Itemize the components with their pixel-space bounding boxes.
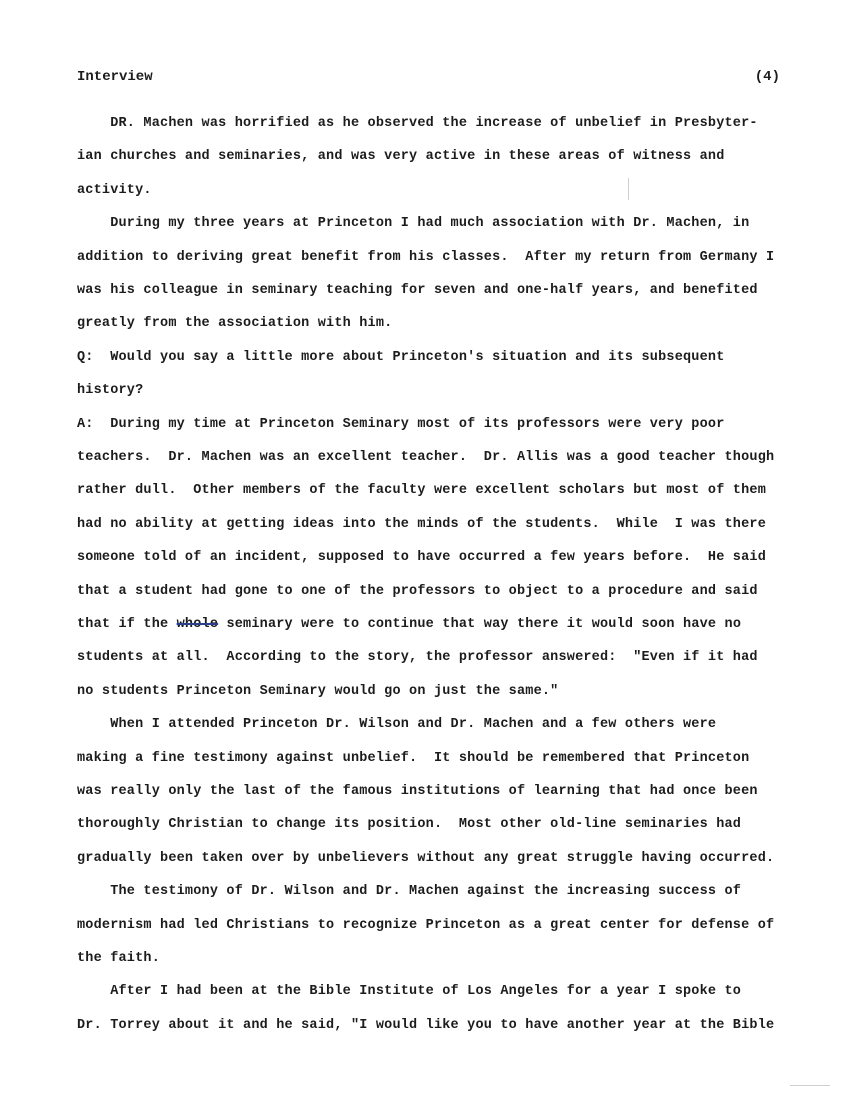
text-line <box>77 717 716 733</box>
page-header <box>77 69 780 89</box>
text-line <box>77 550 766 566</box>
text-segment: thoroughly Christian to change its position. Most other old-line seminaries had <box>77 817 742 833</box>
text-line <box>77 617 741 633</box>
text-line <box>77 316 392 332</box>
text-segment: After I had been at the Bible Institute of Los Angeles for a year I spoke to <box>77 984 742 1000</box>
text-segment: was his colleague in seminary teaching for seven and one-half years, and benefited <box>77 283 758 298</box>
text-line <box>77 684 558 700</box>
text-line <box>77 183 152 199</box>
text-segment: seminary were to continue that way there it would soon have no <box>218 617 742 632</box>
header-title: Interview <box>77 69 153 85</box>
text-segment: someone told of an incident, supposed to have occurred a few years before. He said <box>77 550 767 566</box>
text-line <box>77 149 725 165</box>
scan-artifact <box>628 178 629 200</box>
text-line <box>77 250 774 266</box>
scan-artifact <box>790 1085 830 1086</box>
text-line <box>77 650 758 666</box>
text-line <box>77 984 741 1000</box>
text-line <box>77 851 774 867</box>
text-line <box>77 884 741 900</box>
text-segment: greatly from the association with him. <box>77 316 393 332</box>
text-line <box>77 951 160 967</box>
text-segment: When I attended Princeton Dr. Wilson and Dr. Machen and a few others were <box>77 717 717 733</box>
text-segment: During my three years at Princeton I had much association with Dr. Machen, in <box>77 216 750 232</box>
text-segment: teachers. Dr. Machen was an excellent teacher. Dr. Allis was a good teacher though <box>77 450 775 465</box>
text-segment: DR. Machen was horrified as he observed the increase of unbelief in Presbyter- <box>77 116 758 131</box>
text-line <box>77 417 725 433</box>
text-segment: Dr. Torrey about it and he said, "I would like you to have another year at the Bible <box>77 1017 775 1033</box>
text-segment: making a fine testimony against unbelief. It should be remembered that Princeton <box>77 750 750 766</box>
text-segment: students at all. According to the story, the professor answered: "Even if it had <box>77 650 758 666</box>
text-segment: ian churches and seminaries, and was very active in these areas of witness and <box>77 149 725 165</box>
text-segment: activity. <box>77 182 152 198</box>
text-line <box>77 216 749 232</box>
page-number: (4) <box>754 69 780 85</box>
text-line <box>77 383 143 399</box>
text-segment: that a student had gone to one of the professors to object to a procedure and said <box>77 583 758 599</box>
text-segment: the faith. <box>77 951 161 966</box>
text-segment: Q: Would you say a little more about Princeton's situation and its subsequent <box>77 349 725 365</box>
struck-word: whole <box>176 617 219 632</box>
text-segment: no students Princeton Seminary would go on just the same." <box>77 683 559 699</box>
text-line <box>77 918 774 934</box>
text-line <box>77 1018 774 1034</box>
text-segment: The testimony of Dr. Wilson and Dr. Machen against the increasing success of <box>77 884 742 900</box>
text-segment: that if the <box>77 617 177 632</box>
text-segment: gradually been taken over by unbelievers without any great struggle having occurred. <box>77 850 775 866</box>
text-segment: was really only the last of the famous institutions of learning that had once been <box>77 784 758 799</box>
text-segment: rather dull. Other members of the faculty were excellent scholars but most of them <box>77 483 767 499</box>
text-segment: had no ability at getting ideas into the minds of the students. While I was there <box>77 516 767 532</box>
text-line <box>77 483 766 499</box>
text-line <box>77 517 766 533</box>
text-line <box>77 751 749 767</box>
text-line <box>77 584 758 600</box>
text-segment: A: During my time at Princeton Seminary most of its professors were very poor <box>77 416 725 432</box>
text-segment: modernism had led Christians to recognize Princeton as a great center for defense of <box>77 917 775 933</box>
text-segment: history? <box>77 383 144 399</box>
text-line <box>77 784 758 800</box>
text-line <box>77 450 774 466</box>
text-line <box>77 350 725 366</box>
text-line <box>77 283 758 299</box>
text-line <box>77 817 741 833</box>
text-line <box>77 116 758 132</box>
text-segment: addition to deriving great benefit from his classes. After my return from Germany I <box>77 249 775 265</box>
